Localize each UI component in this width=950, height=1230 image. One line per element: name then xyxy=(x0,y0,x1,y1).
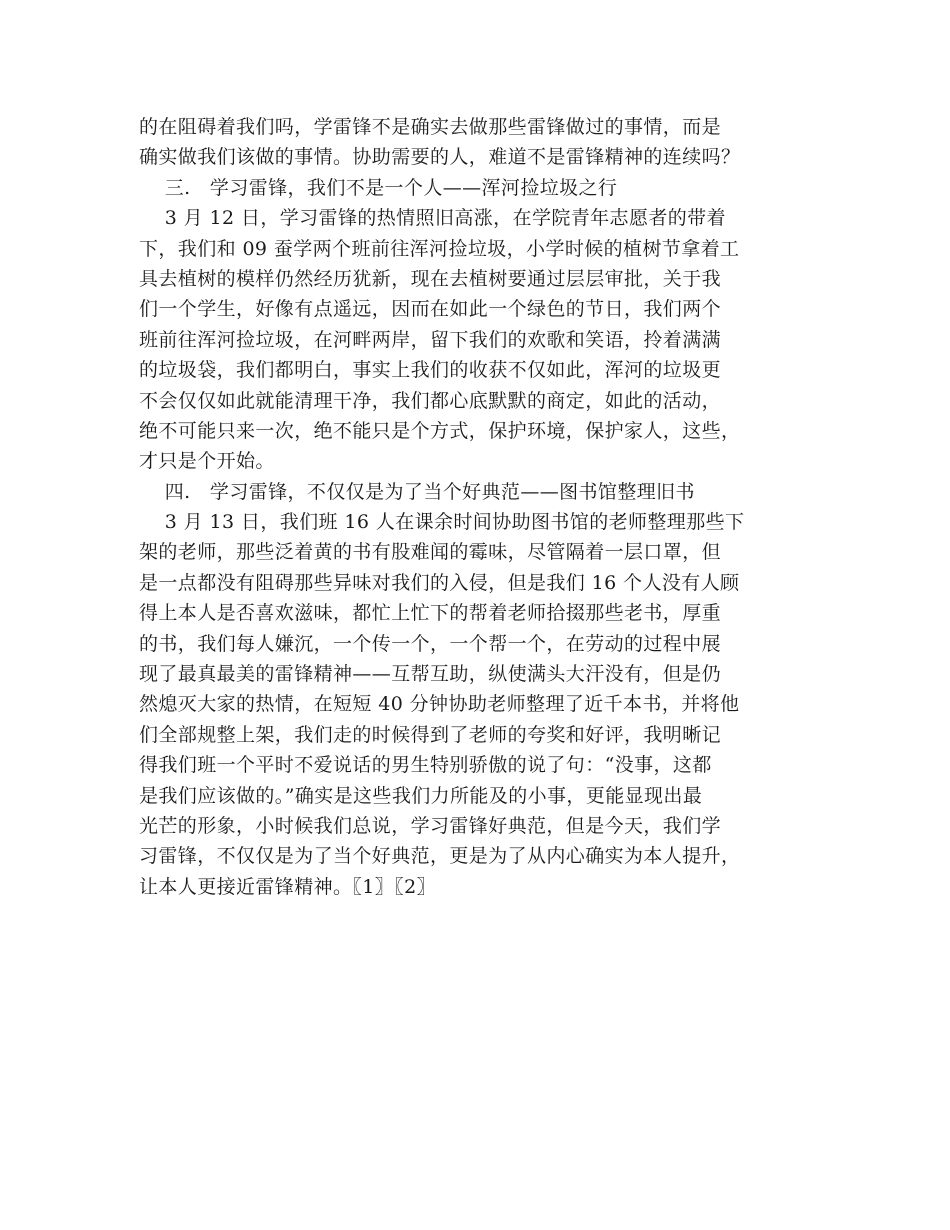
text-line: 让本人更接近雷锋精神。〖1〗〖2〗 xyxy=(139,875,436,898)
text-line: 的在阻碍着我们吗，学雷锋不是确实去做那些雷锋做过的事情，而是 xyxy=(139,116,722,138)
text-line: 的书，我们每人嫌沉，一个传一个，一个帮一个，在劳动的过程中展 xyxy=(139,632,722,655)
text-line: 绝不可能只来一次，绝不能只是个方式，保护环境，保护家人，这些， xyxy=(139,419,741,442)
text-line: 架的老师，那些泛着黄的书有股难闻的霉味，尽管隔着一层口罩，但 xyxy=(139,541,722,564)
text-line: 得我们班一个平时不爱说话的男生特别骄傲的说了句：“没事，这都 xyxy=(139,754,712,777)
body-text xyxy=(139,112,839,902)
text-line: 不会仅仅如此就能清理干净，我们都心底默默的商定，如此的活动， xyxy=(139,389,722,412)
section-heading: 四. 学习雷锋，不仅仅是为了当个好典范——图书馆整理旧书 xyxy=(139,480,695,503)
text-line: 才只是个开始。 xyxy=(139,450,275,473)
text-line: 班前往浑河捡垃圾，在河畔两岸，留下我们的欢歌和笑语，拎着满满 xyxy=(139,328,722,351)
text-line: 下，我们和 09 蚕学两个班前往浑河捡垃圾，小学时候的植树节拿着工 xyxy=(139,237,740,260)
section-heading: 三. 学习雷锋，我们不是一个人——浑河捡垃圾之行 xyxy=(139,176,618,199)
text-line: 是一点都没有阻碍那些异味对我们的入侵，但是我们 16 个人没有人顾 xyxy=(139,571,740,594)
text-line: 现了最真最美的雷锋精神——互帮互助，纵使满头大汗没有，但是仍 xyxy=(139,663,722,686)
text-line: 们一个学生，好像有点遥远，因而在如此一个绿色的节日，我们两个 xyxy=(139,298,722,321)
text-line: 3 月 12 日，学习雷锋的热情照旧高涨，在学院青年志愿者的带着 xyxy=(139,207,726,230)
text-line: 是我们应该做的。”确实是这些我们力所能及的小事，更能显现出最 xyxy=(139,784,703,807)
text-line: 得上本人是否喜欢滋味，都忙上忙下的帮着老师拾掇那些老书，厚重 xyxy=(139,602,722,625)
text-line: 光芒的形象，小时候我们总说，学习雷锋好典范，但是今天，我们学 xyxy=(139,814,722,837)
text-line: 们全部规整上架，我们走的时候得到了老师的夸奖和好评，我明晰记 xyxy=(139,723,722,746)
text-line: 的垃圾袋，我们都明白，事实上我们的收获不仅如此，浑河的垃圾更 xyxy=(139,359,722,382)
text-line: 然熄灭大家的热情，在短短 40 分钟协助老师整理了近千本书，并将他 xyxy=(139,693,740,716)
text-line: 3 月 13 日，我们班 16 人在课余时间协助图书馆的老师整理那些下 xyxy=(139,511,745,534)
text-line: 确实做我们该做的事情。协助需要的人，难道不是雷锋精神的连续吗？ xyxy=(139,146,741,169)
text-line: 习雷锋，不仅仅是为了当个好典范，更是为了从内心确实为本人提升， xyxy=(139,845,741,868)
text-line: 具去植树的模样仍然经历犹新，现在去植树要通过层层审批，关于我 xyxy=(139,267,722,290)
